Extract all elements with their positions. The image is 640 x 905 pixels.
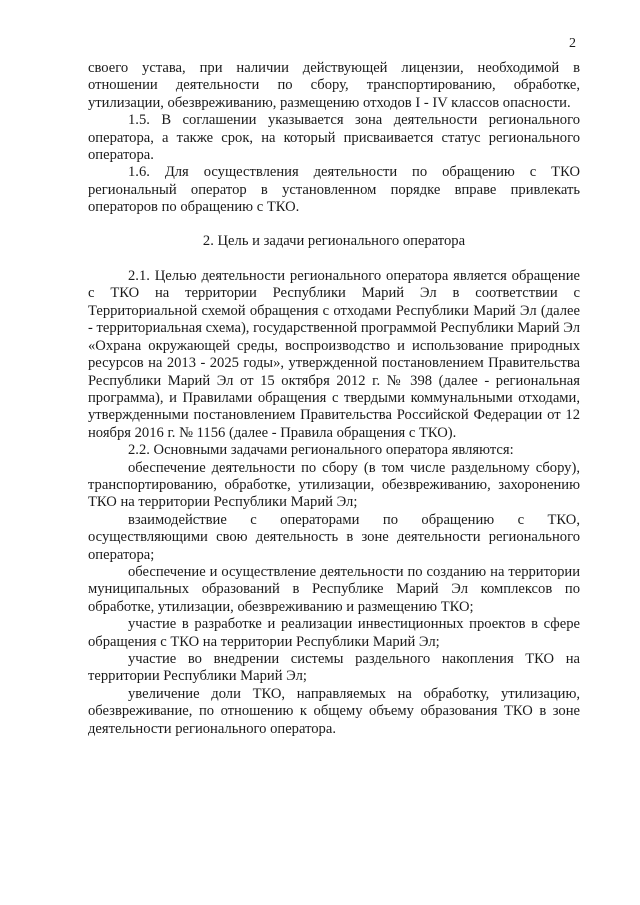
task-item: обеспечение деятельности по сбору (в том числе раздельному сбору), транспортированию, обработке, утилизации, обезвреживанию, захоронению ТКО на территории Республики Марий Эл; (88, 459, 580, 511)
paragraph-2-2: 2.2. Основными задачами регионального оператора являются: (128, 442, 514, 459)
task-item: участие во внедрении системы раздельного накопления ТКО на территории Республики Марий Эл; (88, 651, 580, 685)
paragraph-continuation: своего устава, при наличии действующей лицензии, необходимой в отношении деятельности по сбору, транспортированию, обработке, утилизации, обезвреживанию, размещению отходов I - IV классов опасности. (88, 60, 580, 111)
paragraph-1-5: 1.5. В соглашении указывается зона деятельности регионального оператора, а также срок, на который присваивается статус регионального оператора. (88, 112, 580, 164)
document-body (88, 60, 580, 738)
spacer (88, 217, 580, 233)
paragraph-1-6: 1.6. Для осуществления деятельности по обращению с ТКО региональный оператор в установленном порядке вправе привлекать операторов по обращению с ТКО. (88, 164, 580, 216)
task-item: участие в разработке и реализации инвестиционных проектов в сфере обращения с ТКО на территории Республики Марий Эл; (88, 616, 580, 650)
task-item: обеспечение и осуществление деятельности по созданию на территории муниципальных образований в Республике Марий Эл комплексов по обработке, утилизации, обезвреживанию и размещению ТКО; (88, 563, 580, 615)
paragraph-2-1: 2.1. Целью деятельности регионального оператора является обращение с ТКО на территории Республики Марий Эл в соответствии с Территориальной схемой обращения с отходами Республики Марий Эл (далее - территориальная схема), государственной программой Республики Марий Эл «Охрана окружающей среды, воспроизводство и использование природных ресурсов на 2013 - 2025 годы», утвержденной постановлением Правительства Республики Марий Эл от 15 октября 2012 г. № 398 (далее - региональная программа), и Правилами обращения с твердыми коммунальными отходами, утвержденными постановлением Правительства Российской Федерации от 12 ноября 2016 г. № 1156 (далее - Правила обращения с ТКО). (88, 268, 580, 441)
task-item: взаимодействие с операторами по обращению с ТКО, осуществляющими свою деятельность в зоне деятельности регионального оператора; (88, 511, 580, 563)
task-item: увеличение доли ТКО, направляемых на обработку, утилизацию, обезвреживание, по отношению к общему объему образования ТКО в зоне деятельности регионального оператора. (88, 685, 580, 737)
page-number: 2 (569, 36, 576, 51)
section-heading: 2. Цель и задачи регионального оператора (202, 232, 466, 249)
spacer (88, 250, 580, 268)
